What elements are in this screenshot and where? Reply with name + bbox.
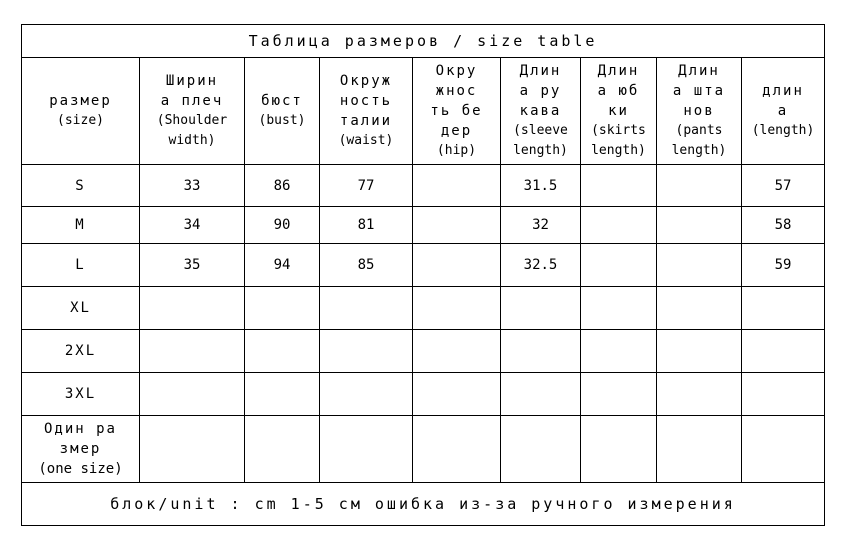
value-cell: 85 [320, 244, 413, 287]
value-cell: 59 [742, 244, 825, 287]
value-cell: 32 [501, 207, 581, 244]
header-ru-line: Длин [597, 63, 640, 79]
value-cell [657, 165, 742, 207]
size-table [21, 24, 825, 526]
value-cell [501, 330, 581, 373]
table-row [22, 330, 825, 373]
value-cell: 31.5 [501, 165, 581, 207]
size-label-line: Один ра [43, 421, 117, 437]
header-en-line: width) [168, 133, 216, 148]
header-en-line: (waist) [338, 133, 394, 148]
header-ru-line: дер [440, 123, 473, 139]
value-cell [413, 330, 501, 373]
value-cell [581, 330, 657, 373]
value-cell [413, 373, 501, 416]
header-en-line: (Shoulder [156, 113, 228, 128]
header-en-line: length) [671, 143, 727, 158]
header-en-line: (length) [751, 123, 815, 138]
value-cell [501, 287, 581, 330]
value-cell: 34 [140, 207, 245, 244]
column-header [657, 58, 742, 165]
size-cell [22, 207, 140, 244]
table-row [22, 373, 825, 416]
table-row [22, 165, 825, 207]
value-cell: 32.5 [501, 244, 581, 287]
value-cell [501, 416, 581, 483]
value-cell [140, 287, 245, 330]
value-cell [413, 244, 501, 287]
size-label-line: XL [70, 300, 91, 316]
header-en-line: length) [591, 143, 646, 158]
value-cell [657, 373, 742, 416]
value-cell [581, 416, 657, 483]
size-cell [22, 244, 140, 287]
value-cell: 81 [320, 207, 413, 244]
header-ru-line: а ру [519, 83, 562, 99]
value-cell [413, 165, 501, 207]
size-label-line: M [75, 217, 86, 233]
header-ru-line: а юб [597, 83, 640, 99]
value-cell [413, 416, 501, 483]
value-cell: 86 [245, 165, 320, 207]
column-header [245, 58, 320, 165]
table-title: Таблица размеров / size table [22, 25, 825, 58]
value-cell [742, 416, 825, 483]
table-row [22, 244, 825, 287]
value-cell [581, 373, 657, 416]
value-cell [657, 287, 742, 330]
header-ru-line: жнос [435, 83, 478, 99]
size-label-line: 2XL [64, 343, 97, 359]
header-en-line: length) [513, 143, 568, 158]
header-ru-line: Длин [678, 63, 720, 79]
column-header [22, 58, 140, 165]
value-cell [657, 416, 742, 483]
footer-row [22, 483, 825, 526]
table-row [22, 287, 825, 330]
size-cell [22, 287, 140, 330]
header-ru-line: Окру [435, 63, 478, 79]
size-label-line: 3XL [64, 386, 97, 402]
value-cell [742, 287, 825, 330]
column-header [581, 58, 657, 165]
header-ru-line: Окруж [339, 73, 393, 89]
value-cell [245, 416, 320, 483]
size-cell [22, 330, 140, 373]
header-en-line: (pants [675, 123, 723, 138]
column-header [320, 58, 413, 165]
value-cell: 90 [245, 207, 320, 244]
value-cell [657, 244, 742, 287]
value-cell: 58 [742, 207, 825, 244]
header-ru-line: Ширин [165, 73, 219, 89]
value-cell: 33 [140, 165, 245, 207]
title-row [22, 25, 825, 58]
value-cell [413, 207, 501, 244]
header-ru-line: талии [339, 113, 393, 129]
header-ru-line: Длин [519, 63, 562, 79]
value-cell [320, 287, 413, 330]
value-cell [581, 165, 657, 207]
value-cell: 94 [245, 244, 320, 287]
header-en-line: (bust) [258, 113, 306, 128]
value-cell [245, 330, 320, 373]
value-cell [140, 373, 245, 416]
header-ru-line: нов [683, 103, 715, 119]
value-cell [320, 373, 413, 416]
table-row [22, 207, 825, 244]
value-cell [742, 330, 825, 373]
header-ru-line: кава [519, 103, 562, 119]
column-header [413, 58, 501, 165]
size-label-line: (one size) [38, 461, 123, 477]
column-header [501, 58, 581, 165]
column-header [140, 58, 245, 165]
value-cell [320, 330, 413, 373]
value-cell [140, 416, 245, 483]
header-ru-line: бюст [261, 93, 303, 109]
value-cell [501, 373, 581, 416]
header-en-line: (skirts [591, 123, 646, 138]
table-row [22, 416, 825, 483]
header-ru-line: ть бе [430, 103, 483, 119]
header-ru-line: длин [762, 83, 804, 99]
header-row [22, 58, 825, 165]
value-cell: 77 [320, 165, 413, 207]
size-cell [22, 416, 140, 483]
header-ru-line: а плеч [160, 93, 224, 109]
footer-note: блок/unit : cm 1-5 см ошибка из-за ручного измерения [22, 483, 825, 526]
value-cell [657, 207, 742, 244]
header-en-line: (sleeve [513, 123, 568, 138]
value-cell: 35 [140, 244, 245, 287]
value-cell [581, 207, 657, 244]
value-cell [581, 244, 657, 287]
value-cell [742, 373, 825, 416]
header-en-line: (hip) [436, 143, 477, 158]
header-ru-line: ки [608, 103, 629, 119]
size-label-line: S [75, 177, 86, 194]
value-cell [245, 287, 320, 330]
header-en-line: (size) [57, 113, 104, 128]
header-ru-line: ность [339, 93, 393, 109]
header-ru-line: а шта [672, 83, 726, 99]
column-header [742, 58, 825, 165]
value-cell [413, 287, 501, 330]
size-label-line: змер [59, 441, 102, 457]
value-cell: 57 [742, 165, 825, 207]
value-cell [657, 330, 742, 373]
size-cell [22, 165, 140, 207]
value-cell [140, 330, 245, 373]
size-label-line: L [75, 257, 86, 273]
value-cell [581, 287, 657, 330]
header-ru-line: а [777, 103, 789, 119]
size-cell [22, 373, 140, 416]
value-cell [320, 416, 413, 483]
value-cell [245, 373, 320, 416]
header-ru-line: размер [49, 93, 112, 109]
